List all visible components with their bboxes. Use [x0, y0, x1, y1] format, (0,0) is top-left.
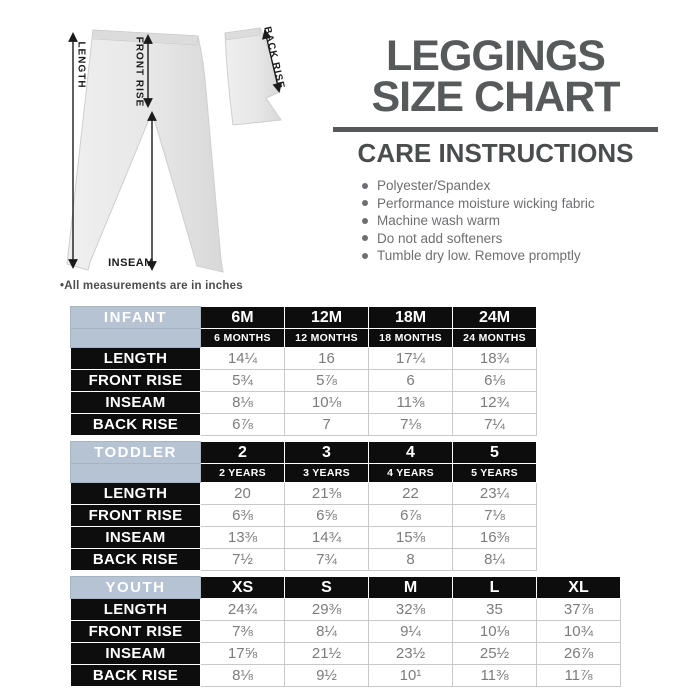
size-value-cell: 15⅜	[369, 527, 453, 549]
row-label-cell: INSEAM	[71, 643, 201, 665]
care-item-text: Polyester/Spandex	[377, 178, 491, 193]
bullet-icon	[362, 200, 368, 206]
care-item-text: Do not add softeners	[377, 230, 503, 246]
leggings-measurement-diagram	[25, 8, 305, 288]
row-label-cell: BACK RISE	[71, 665, 201, 687]
size-value-cell: 11⅜	[453, 665, 537, 687]
table-row	[71, 527, 537, 549]
table-row	[71, 414, 537, 436]
size-value-cell: 9¼	[369, 621, 453, 643]
size-value-cell: 11⅜	[369, 392, 453, 414]
row-label-cell: FRONT RISE	[71, 505, 201, 527]
column-header-cell: 24M	[453, 307, 537, 329]
title-divider	[333, 127, 658, 132]
group-header-cell: YOUTH	[71, 577, 201, 599]
size-value-cell: 13⅜	[201, 527, 285, 549]
row-label-cell: BACK RISE	[71, 414, 201, 436]
size-value-cell: 12¾	[453, 392, 537, 414]
row-label-cell: LENGTH	[71, 483, 201, 505]
size-value-cell: 22	[369, 483, 453, 505]
size-value-cell: 18¾	[453, 348, 537, 370]
group-header-cell: TODDLER	[71, 442, 201, 464]
size-value-cell: 32⅜	[369, 599, 453, 621]
sub-header-cell: 4 YEARS	[369, 464, 453, 483]
size-value-cell: 16	[285, 348, 369, 370]
column-header-cell: 12M	[285, 307, 369, 329]
size-value-cell: 7½	[201, 549, 285, 571]
size-value-cell: 17¼	[369, 348, 453, 370]
inseam-label: INSEAM	[108, 257, 154, 269]
group-header-cell: INFANT	[71, 307, 201, 329]
size-table-infant	[70, 306, 537, 436]
table-subheader-row	[71, 464, 537, 483]
size-value-cell: 7⅛	[369, 414, 453, 436]
care-instructions-heading: CARE INSTRUCTIONS	[357, 138, 634, 168]
size-value-cell: 16⅜	[453, 527, 537, 549]
table-header-row	[71, 307, 537, 329]
size-value-cell: 6⅞	[201, 414, 285, 436]
care-item	[362, 230, 662, 248]
column-header-cell: XL	[537, 577, 621, 599]
sub-header-cell: 24 MONTHS	[453, 329, 537, 348]
care-item-text: Performance moisture wicking fabric	[377, 195, 595, 211]
size-value-cell: 7⅜	[201, 621, 285, 643]
size-value-cell: 20	[201, 483, 285, 505]
column-header-cell: 2	[201, 442, 285, 464]
bullet-icon	[362, 235, 368, 241]
size-value-cell: 11⅞	[537, 665, 621, 687]
column-header-cell: 5	[453, 442, 537, 464]
size-value-cell: 21⅜	[285, 483, 369, 505]
care-item	[362, 195, 662, 213]
size-value-cell: 10⅛	[285, 392, 369, 414]
table-subheader-row	[71, 329, 537, 348]
column-header-cell: 4	[369, 442, 453, 464]
size-value-cell: 8⅛	[201, 665, 285, 687]
row-label-cell: BACK RISE	[71, 549, 201, 571]
sub-header-cell: 18 MONTHS	[369, 329, 453, 348]
bullet-icon	[362, 218, 368, 224]
column-header-cell: 6M	[201, 307, 285, 329]
size-value-cell: 23½	[369, 643, 453, 665]
column-header-cell: 18M	[369, 307, 453, 329]
table-row	[71, 370, 537, 392]
group-spacer-cell	[71, 329, 201, 348]
care-item-text: Tumble dry low. Remove promptly	[377, 248, 581, 263]
size-value-cell: 8¼	[453, 549, 537, 571]
size-value-cell: 5¾	[201, 370, 285, 392]
size-value-cell: 25½	[453, 643, 537, 665]
front-rise-label: FRONT RISE	[133, 36, 145, 108]
table-row	[71, 549, 537, 571]
size-value-cell: 6⅝	[285, 505, 369, 527]
size-value-cell: 7¾	[285, 549, 369, 571]
table-row	[71, 599, 621, 621]
size-value-cell: 9½	[285, 665, 369, 687]
size-value-cell: 29⅜	[285, 599, 369, 621]
size-table-toddler	[70, 441, 537, 571]
column-header-cell: XS	[201, 577, 285, 599]
care-item-text: Machine wash warm	[377, 213, 501, 228]
row-label-cell: INSEAM	[71, 527, 201, 549]
table-row	[71, 643, 621, 665]
table-header-row	[71, 442, 537, 464]
size-value-cell: 6⅞	[369, 505, 453, 527]
sub-header-cell: 12 MONTHS	[285, 329, 369, 348]
size-value-cell: 21½	[285, 643, 369, 665]
group-spacer-cell	[71, 464, 201, 483]
size-value-cell: 8⅛	[201, 392, 285, 414]
measurements-note: •All measurements are in inches	[60, 280, 243, 292]
size-value-cell: 7⅛	[453, 505, 537, 527]
table-row	[71, 505, 537, 527]
page-title-line2: SIZE CHART	[371, 73, 620, 121]
size-value-cell: 10¹	[369, 665, 453, 687]
page-title-line1: LEGGINGS	[386, 32, 605, 80]
size-value-cell: 6⅛	[453, 370, 537, 392]
row-label-cell: FRONT RISE	[71, 370, 201, 392]
size-value-cell: 5⅞	[285, 370, 369, 392]
column-header-cell: S	[285, 577, 369, 599]
care-instructions-list	[362, 177, 662, 265]
table-row	[71, 348, 537, 370]
size-value-cell: 10⅛	[453, 621, 537, 643]
care-item	[362, 212, 662, 230]
care-item	[362, 177, 662, 195]
size-value-cell: 35	[453, 599, 537, 621]
size-value-cell: 14¾	[285, 527, 369, 549]
table-row	[71, 665, 621, 687]
column-header-cell: M	[369, 577, 453, 599]
page-title	[333, 32, 658, 121]
length-label: LENGTH	[75, 41, 87, 89]
column-header-cell: 3	[285, 442, 369, 464]
back-rise-label: BACK RISE	[261, 25, 287, 91]
size-value-cell: 6	[369, 370, 453, 392]
size-table-youth	[70, 576, 621, 687]
sub-header-cell: 5 YEARS	[453, 464, 537, 483]
care-item	[362, 247, 662, 265]
size-value-cell: 8¼	[285, 621, 369, 643]
row-label-cell: LENGTH	[71, 599, 201, 621]
table-row	[71, 483, 537, 505]
size-value-cell: 37⅞	[537, 599, 621, 621]
size-value-cell: 17⅝	[201, 643, 285, 665]
size-value-cell: 6⅜	[201, 505, 285, 527]
size-value-cell: 7	[285, 414, 369, 436]
table-row	[71, 621, 621, 643]
row-label-cell: LENGTH	[71, 348, 201, 370]
column-header-cell: L	[453, 577, 537, 599]
bullet-icon	[362, 253, 368, 259]
table-row	[71, 392, 537, 414]
size-value-cell: 26⅞	[537, 643, 621, 665]
size-value-cell: 14¼	[201, 348, 285, 370]
table-header-row	[71, 577, 621, 599]
sub-header-cell: 6 MONTHS	[201, 329, 285, 348]
size-value-cell: 10¾	[537, 621, 621, 643]
row-label-cell: INSEAM	[71, 392, 201, 414]
bullet-icon	[362, 183, 368, 189]
size-value-cell: 7¼	[453, 414, 537, 436]
size-value-cell: 8	[369, 549, 453, 571]
sub-header-cell: 3 YEARS	[285, 464, 369, 483]
size-value-cell: 23¼	[453, 483, 537, 505]
size-value-cell: 24¾	[201, 599, 285, 621]
sub-header-cell: 2 YEARS	[201, 464, 285, 483]
row-label-cell: FRONT RISE	[71, 621, 201, 643]
